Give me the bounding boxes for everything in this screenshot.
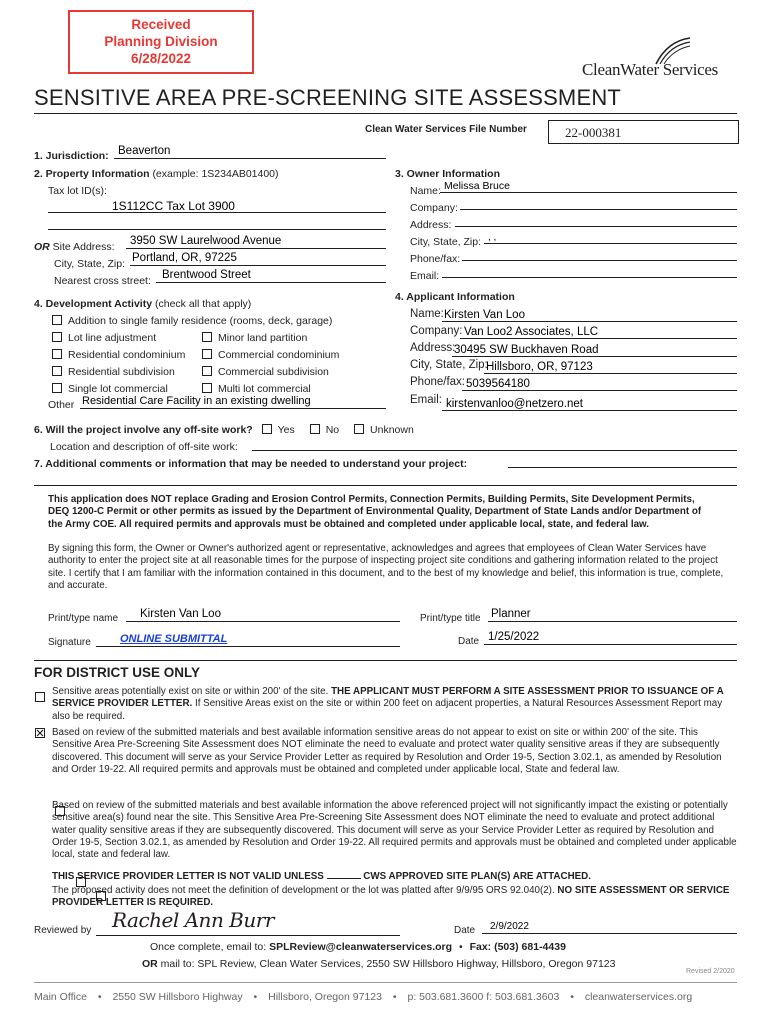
development-label: 4. Development Activity <box>34 298 153 310</box>
dev-item-label: Commercial condominium <box>218 349 340 361</box>
owner-city-field[interactable] <box>484 243 737 244</box>
dev-other-value: Residential Care Facility in an existing dwelling <box>82 395 311 407</box>
comments-label: 7. Additional comments or information that may be needed to understand your project: <box>34 458 468 470</box>
owner-city-label: City, State, Zip: <box>410 236 481 248</box>
owner-phone-field[interactable] <box>462 260 737 261</box>
file-number-value: 22-000381 <box>565 125 622 140</box>
mail-or: OR <box>142 958 158 970</box>
consent-text: By signing this form, the Owner or Owner's authorized agent or representative, acknowledges and agrees that employees of Clean Water Services have authority to enter the project site at all reasonable times for the purpose of inspecting project site conditions and gathering information related to the project site. I certify that I am familiar with the information contained in this document, and to the best of my knowledge and belief, this information is true, complete, and accurate. <box>48 543 724 591</box>
option-5-text: The proposed activity does not meet the definition of development or the lot was platted after 9/9/95 ORS 92.040(2). <box>52 885 555 896</box>
file-number-box[interactable] <box>548 120 739 144</box>
stamp-line-2: Planning Division <box>104 34 218 49</box>
print-name-field[interactable] <box>126 621 400 622</box>
applicant-address-field[interactable] <box>452 356 737 357</box>
mail-text: mail to: SPL Review, Clean Water Services, 2550 SW Hillsboro Highway, Hillsboro, Oregon 97123 <box>160 958 616 970</box>
reviewed-by-field[interactable] <box>96 935 400 936</box>
jurisdiction-field[interactable] <box>114 158 386 159</box>
email-instruction: Once complete, email to: SPLReview@cleanwaterservices.org • Fax: (503) 681-4439 <box>150 941 566 953</box>
development-hint: (check all that apply) <box>155 298 252 310</box>
option-4-blank[interactable] <box>327 878 361 879</box>
taxlot-label: Tax lot ID(s): <box>48 185 107 197</box>
option-4-text-b: CWS APPROVED SITE PLAN(S) ARE ATTACHED. <box>363 871 591 882</box>
logo-text: CleanWater Services <box>582 60 718 79</box>
site-address-value: 3950 SW Laurelwood Avenue <box>130 235 282 247</box>
comments-field-2[interactable] <box>34 485 737 486</box>
cross-street-label: Nearest cross street: <box>54 275 151 287</box>
title-rule <box>34 113 737 114</box>
offsite-row <box>34 424 414 436</box>
site-address-label: Site Address: <box>52 241 115 253</box>
offsite-location-label: Location and description of off-site work: <box>50 441 238 453</box>
x-mark-icon <box>36 729 44 737</box>
received-stamp <box>68 10 254 74</box>
applicant-city-field[interactable] <box>484 373 737 374</box>
print-title-label: Print/type title <box>420 613 481 624</box>
dev-item-res-condo[interactable] <box>52 349 185 361</box>
option-1-note: If Sensitive Areas exist on the site or within 200 feet on adjacent properties, a Natural Resources Assessment Report may also be required. <box>52 698 723 722</box>
owner-company-label: Company: <box>410 202 458 214</box>
reviewed-by-label: Reviewed by <box>34 925 92 936</box>
dev-item-label: Residential subdivision <box>68 366 175 378</box>
property-heading <box>34 168 279 180</box>
owner-name-label: Name: <box>410 185 441 197</box>
page-title: SENSITIVE AREA PRE-SCREENING SITE ASSESSMENT <box>34 85 622 110</box>
dev-item-label: Multi lot commercial <box>218 383 311 395</box>
district-option-5 <box>52 885 738 910</box>
applicant-company-label: Company: <box>410 325 463 337</box>
dev-item-label: Single lot commercial <box>68 383 168 395</box>
checkbox[interactable] <box>202 349 212 359</box>
site-address-label-row <box>34 241 115 253</box>
signature-field[interactable] <box>96 646 400 647</box>
district-option-1 <box>52 686 738 723</box>
development-heading <box>34 298 251 310</box>
applicant-company-field[interactable] <box>460 338 737 339</box>
owner-email-label: Email: <box>410 270 440 282</box>
applicant-name-label: Name: <box>410 308 444 320</box>
offsite-yes-label: Yes <box>277 424 295 436</box>
offsite-no-checkbox[interactable] <box>310 424 320 434</box>
taxlot-value: 1S112CC Tax Lot 3900 <box>112 199 235 213</box>
dev-item-lot-line[interactable] <box>52 332 156 344</box>
district-option-4 <box>52 871 738 883</box>
dev-item-addition[interactable] <box>52 315 332 327</box>
property-label: 2. Property Information <box>34 168 150 180</box>
comments-field-1[interactable] <box>508 467 737 468</box>
option-1-bold: THE APPLICANT MUST PERFORM A SITE ASSESSMENT PRIOR TO ISSUANCE OF A SERVICE PROVIDER LETTER. <box>52 686 724 710</box>
applicant-heading: 4. Applicant Information <box>395 291 515 303</box>
footer-rule <box>34 982 737 983</box>
jurisdiction-value: Beaverton <box>118 145 171 157</box>
applicant-phone-field[interactable] <box>462 390 737 391</box>
applicant-city-value: Hillsboro, OR, 97123 <box>486 361 593 373</box>
offsite-location-field[interactable] <box>252 450 737 451</box>
applicant-name-field[interactable] <box>442 321 737 322</box>
footer-city: Hillsboro, Oregon 97123 <box>268 991 382 1003</box>
offsite-yes-checkbox[interactable] <box>262 424 272 434</box>
fax-number: Fax: (503) 681-4439 <box>469 941 566 953</box>
district-option-2: Based on review of the submitted materials and best available information sensitive areas do not appear to exist on site or within 200' of the site. This Sensitive Area Pre-Screening Site Assessment does NOT eliminate the need to evaluate and protect water quality sensitive areas if they are subsequently discovered. This document will serve as your Service Provider Letter as required by Resolution and Order 19-5, Section 3.02.1, as amended by Resolution and Order 19-22. All required permits and approvals must be obtained and completed under applicable local, State and federal law. <box>52 727 722 775</box>
cross-street-field[interactable] <box>156 282 386 283</box>
review-date-value: 2/9/2022 <box>490 921 529 932</box>
applicant-email-label: Email: <box>410 394 442 406</box>
cross-street-value: Brentwood Street <box>162 269 251 281</box>
checkbox[interactable] <box>52 383 62 393</box>
site-address-field[interactable] <box>126 248 386 249</box>
review-date-label: Date <box>454 925 476 936</box>
mail-instruction <box>142 958 615 970</box>
district-rule <box>34 660 737 661</box>
review-date-field[interactable] <box>482 933 737 934</box>
dev-item-com-subdivision[interactable] <box>202 366 329 378</box>
offsite-no-label: No <box>325 424 340 436</box>
district-option-3: Based on review of the submitted materials and best available information the above referenced project will not significantly impact the existing or potentially sensitive area(s) found near the site. This Sensitive Area Pre-Screening Site Assessment does NOT eliminate the need to evaluate and protect additional water quality sensitive areas if they are subsequently discovered. This document will serve as your Service Provider Letter as required by Resolution and Order 19-5, Section 3.02.1, as amended by Resolution and Order 19-22. All required permits and approvals must be obtained and completed under applicable local, state and federal law. <box>52 800 737 861</box>
district-option-1-checkbox[interactable] <box>35 692 45 702</box>
reviewer-signature: Rachel Ann Burr <box>112 908 274 932</box>
option-4-text-a: THIS SERVICE PROVIDER LETTER IS NOT VALID UNLESS <box>52 871 324 882</box>
sign-date-field[interactable] <box>484 644 737 645</box>
sign-date-value: 1/25/2022 <box>488 631 540 643</box>
property-hint: (example: 1S234AB01400) <box>152 168 279 180</box>
applicant-email-field[interactable] <box>442 410 737 411</box>
email-address-link[interactable]: SPLReview@cleanwaterservices.org <box>269 941 453 953</box>
checkbox[interactable] <box>52 332 62 342</box>
applicant-phone-value: 5039564180 <box>466 378 530 390</box>
owner-name-field[interactable] <box>440 192 737 193</box>
applicant-address-value: 30495 SW Buckhaven Road <box>454 344 599 356</box>
jurisdiction-label: 1. Jurisdiction: <box>34 150 109 162</box>
cws-logo <box>582 38 742 80</box>
stamp-line-1: Received <box>131 17 191 32</box>
print-name-label: Print/type name <box>48 613 119 624</box>
owner-phone-label: Phone/fax: <box>410 253 461 265</box>
dev-item-label: Commercial subdivision <box>218 366 329 378</box>
offsite-unknown-label: Unknown <box>370 424 414 436</box>
footer-website-link[interactable]: cleanwaterservices.org <box>584 991 693 1003</box>
owner-name-value: Melissa Bruce <box>444 180 510 192</box>
signature-label: Signature <box>48 637 91 648</box>
dev-item-single-commercial[interactable] <box>52 383 168 395</box>
permit-notice: This application does NOT replace Grading and Erosion Control Permits, Connection Permits, Building Permits, Site Development Permits, DEQ 1200-C Permit or other permits as issued by the Department of Environmental Quality, Department of State Lands and/or Department of the Army COE. All required permits and approvals must be obtained and completed under applicable local, state, and federal law. <box>48 494 702 530</box>
email-text: Once complete, email to: <box>150 941 267 953</box>
owner-address-field[interactable] <box>455 226 737 227</box>
owner-city-value: , , <box>488 232 497 243</box>
checkbox[interactable] <box>202 366 212 376</box>
dev-other-field[interactable] <box>80 408 386 409</box>
file-number-label: Clean Water Services File Number <box>365 124 527 135</box>
footer-address: 2550 SW Hillsboro Highway <box>112 991 243 1003</box>
footer-phone: p: 503.681.3600 f: 503.681.3603 <box>407 991 560 1003</box>
stamp-line-3: 6/28/2022 <box>130 51 192 66</box>
dev-item-multi-commercial[interactable] <box>202 383 311 395</box>
applicant-company-value: Van Loo2 Associates, LLC <box>464 326 599 338</box>
applicant-email-value: kirstenvanloo@netzero.net <box>446 398 583 410</box>
print-title-value: Planner <box>491 608 531 620</box>
checkbox[interactable] <box>52 349 62 359</box>
option-5-bold: NO SITE ASSESSMENT OR SERVICE PROVIDER LETTER IS REQUIRED. <box>52 885 730 909</box>
checkbox[interactable] <box>202 383 212 393</box>
footer: Main Office • 2550 SW Hillsboro Highway • Hillsboro, Oregon 97123 • p: 503.681.3600 f: 503.681.3603 • cleanwaterservices.org <box>34 991 693 1003</box>
print-title-field[interactable] <box>488 621 737 622</box>
owner-heading: 3. Owner Information <box>395 168 501 180</box>
district-heading: FOR DISTRICT USE ONLY <box>34 665 201 680</box>
offsite-label: 6. Will the project involve any off-site work? <box>34 424 253 436</box>
dev-item-label: Minor land partition <box>218 332 308 344</box>
applicant-address-label: Address: <box>410 342 456 354</box>
print-name-value: Kirsten Van Loo <box>140 608 221 620</box>
applicant-phone-label: Phone/fax: <box>410 376 465 388</box>
sign-date-label: Date <box>458 636 480 647</box>
option-1-text: Sensitive areas potentially exist on site or within 200' of the site. <box>52 686 329 697</box>
footer-office: Main Office <box>34 991 87 1003</box>
dev-other-label: Other <box>48 399 75 411</box>
applicant-city-label: City, State, Zip: <box>410 359 488 371</box>
owner-company-field[interactable] <box>460 209 737 210</box>
revised-note: Revised 2/2020 <box>686 968 735 975</box>
taxlot-field-1[interactable] <box>48 212 386 213</box>
offsite-unknown-checkbox[interactable] <box>354 424 364 434</box>
checkbox[interactable] <box>52 366 62 376</box>
dev-item-com-condo[interactable] <box>202 349 339 361</box>
property-city-value: Portland, OR, 97225 <box>132 252 237 264</box>
district-option-2-checkbox[interactable] <box>35 728 45 738</box>
dev-item-label: Lot line adjustment <box>68 332 157 344</box>
or-label: OR <box>34 241 50 253</box>
property-city-field[interactable] <box>130 265 386 266</box>
signature-value: ONLINE SUBMITTAL <box>120 633 228 645</box>
applicant-name-value: Kirsten Van Loo <box>444 309 525 321</box>
dev-item-label: Residential condominium <box>68 349 186 361</box>
dev-item-minor-partition[interactable] <box>202 332 307 344</box>
dev-item-label: Addition to single family residence (rooms, deck, garage) <box>68 315 333 327</box>
property-city-label: City, State, Zip: <box>54 258 125 270</box>
checkbox[interactable] <box>52 315 62 325</box>
checkbox[interactable] <box>202 332 212 342</box>
dev-item-res-subdivision[interactable] <box>52 366 175 378</box>
taxlot-field-2[interactable] <box>48 229 386 230</box>
owner-email-field[interactable] <box>442 277 737 278</box>
owner-address-label: Address: <box>410 219 452 231</box>
